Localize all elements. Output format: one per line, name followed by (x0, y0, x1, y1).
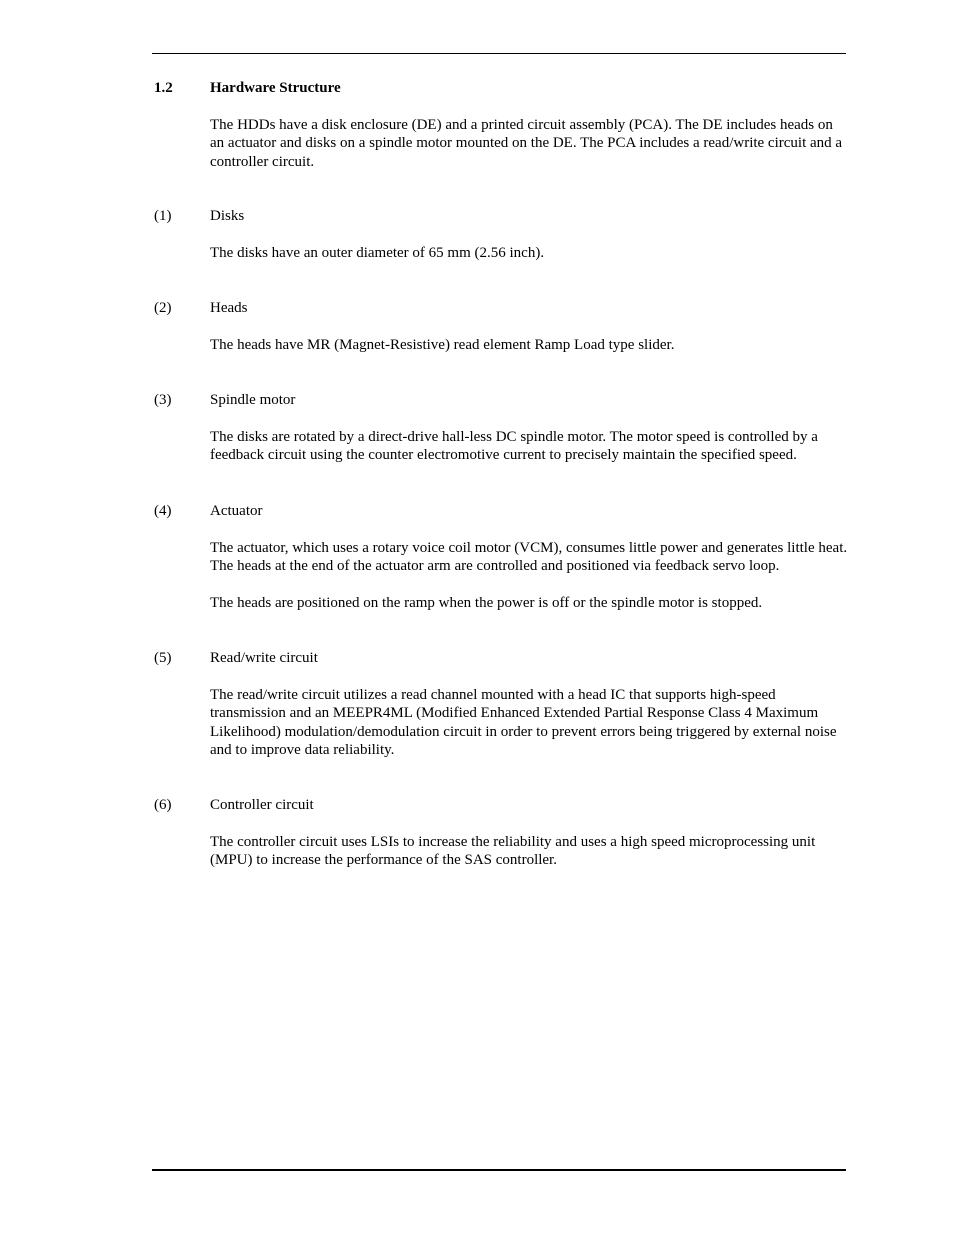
header-rule (152, 53, 846, 54)
item-number: (2) (154, 300, 172, 316)
item-paragraph: The controller circuit uses LSIs to increase the reliability and uses a high speed microprocessing unit (MPU) to increase the performance of the SAS controller. (210, 834, 816, 869)
item-title: Read/write circuit (210, 650, 318, 666)
item-title: Controller circuit (210, 797, 314, 813)
section-title: Hardware Structure (210, 80, 341, 96)
item-number: (1) (154, 208, 172, 224)
item-number: (4) (154, 503, 172, 519)
item-number: (6) (154, 797, 172, 813)
item-number: (3) (154, 392, 172, 408)
section-intro: The HDDs have a disk enclosure (DE) and a printed circuit assembly (PCA). The DE includes heads on an actuator and disks on a spindle motor mounted on the DE. The PCA includes a read/write circuit and a controller circuit. (210, 117, 843, 170)
item-paragraph: The actuator, which uses a rotary voice coil motor (VCM), consumes little power and generates little heat. The heads at the end of the actuator arm are controlled and positioned via feedback servo loop. (210, 540, 848, 575)
item-paragraph: The disks are rotated by a direct-drive hall-less DC spindle motor. The motor speed is controlled by a feedback circuit using the counter electromotive current to precisely maintain the specified speed. (210, 429, 818, 464)
item-title: Spindle motor (210, 392, 296, 408)
item-title: Disks (210, 208, 245, 224)
item-paragraph: The heads are positioned on the ramp when the power is off or the spindle motor is stopped. (210, 595, 763, 611)
item-title: Heads (210, 300, 248, 316)
item-title: Actuator (210, 503, 263, 519)
footer-rule (152, 1169, 846, 1171)
item-paragraph: The heads have MR (Magnet-Resistive) read element Ramp Load type slider. (210, 337, 675, 353)
item-paragraph: The disks have an outer diameter of 65 mm (2.56 inch). (210, 245, 545, 261)
section-number: 1.2 (154, 80, 173, 96)
item-paragraph: The read/write circuit utilizes a read channel mounted with a head IC that supports high-speed transmission and an MEEPR4ML (Modified Enhanced Extended Partial Response Class 4 Maximum Likelihood) modulation/demodulation circuit in order to prevent errors being triggered by external noise and to improve data reliability. (210, 687, 837, 759)
item-number: (5) (154, 650, 172, 666)
